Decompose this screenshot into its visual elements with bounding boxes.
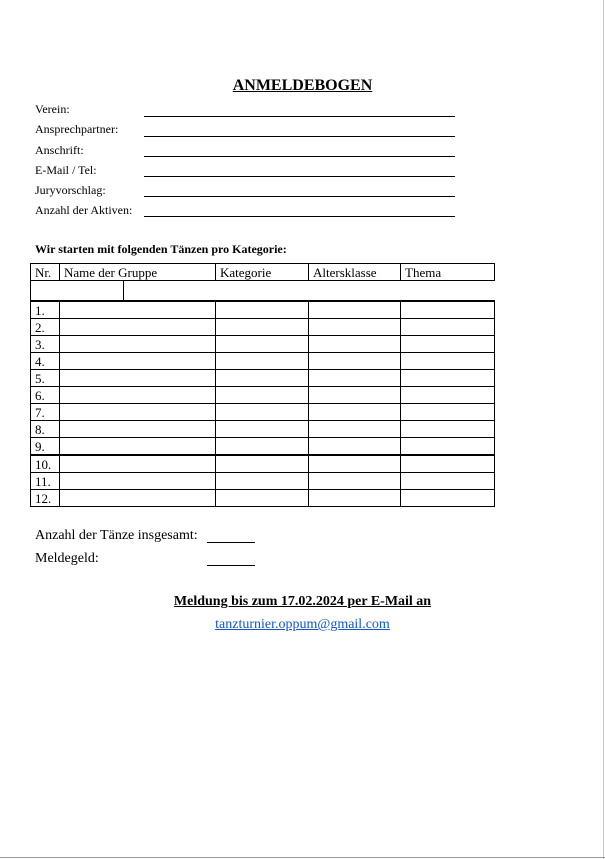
name-cell[interactable] — [60, 301, 216, 319]
thema-cell[interactable] — [401, 370, 495, 387]
name-cell[interactable] — [60, 438, 216, 456]
table-row — [31, 404, 495, 421]
altersklasse-cell[interactable] — [309, 473, 401, 490]
field-label-juryvorschlag: Juryvorschlag: — [35, 183, 106, 197]
field-line-anschrift[interactable] — [144, 156, 455, 157]
row-number: 2. — [31, 319, 60, 336]
thema-cell[interactable] — [401, 336, 495, 353]
row-number: 5. — [31, 370, 60, 387]
kategorie-cell[interactable] — [216, 473, 309, 490]
table-intro: Wir starten mit folgenden Tänzen pro Kategorie: — [35, 242, 287, 256]
thema-cell[interactable] — [401, 490, 495, 507]
table-row — [31, 319, 495, 336]
name-cell[interactable] — [60, 455, 216, 473]
email-link[interactable]: tanzturnier.oppum@gmail.com — [215, 617, 390, 632]
kategorie-cell[interactable] — [216, 301, 309, 319]
row-number: 6. — [31, 387, 60, 404]
thema-cell[interactable] — [401, 455, 495, 473]
field-line-anzahl-aktiven[interactable] — [144, 216, 455, 217]
table-row — [31, 473, 495, 490]
field-label-ansprechpartner: Ansprechpartner: — [35, 122, 119, 136]
row-number: 11. — [31, 473, 60, 490]
thema-cell[interactable] — [401, 319, 495, 336]
header-nr: Nr. — [31, 264, 60, 281]
thema-cell[interactable] — [401, 353, 495, 370]
header-altersklasse: Altersklasse — [309, 264, 401, 281]
table-row — [31, 438, 495, 456]
table-row — [31, 301, 495, 319]
thema-cell[interactable] — [401, 473, 495, 490]
altersklasse-cell[interactable] — [309, 438, 401, 456]
fee-blank[interactable] — [207, 565, 255, 566]
altersklasse-cell[interactable] — [309, 301, 401, 319]
thema-cell[interactable] — [401, 387, 495, 404]
row-number: 4. — [31, 353, 60, 370]
name-cell[interactable] — [60, 370, 216, 387]
dance-table — [30, 263, 495, 507]
field-label-email-tel: E-Mail / Tel: — [35, 163, 97, 177]
kategorie-cell[interactable] — [216, 404, 309, 421]
name-cell[interactable] — [60, 319, 216, 336]
total-dances-blank[interactable] — [207, 542, 255, 543]
name-cell[interactable] — [60, 473, 216, 490]
header-thema: Thema — [401, 264, 495, 281]
row-number: 7. — [31, 404, 60, 421]
name-cell[interactable] — [60, 404, 216, 421]
name-cell[interactable] — [60, 336, 216, 353]
name-cell[interactable] — [60, 490, 216, 507]
page-edge — [603, 0, 604, 859]
name-cell[interactable] — [60, 353, 216, 370]
row-number: 1. — [31, 301, 60, 319]
thema-cell[interactable] — [401, 301, 495, 319]
table-row — [31, 387, 495, 404]
kategorie-cell[interactable] — [216, 455, 309, 473]
form-title: ANMELDEBOGEN — [232, 77, 373, 94]
fee-label: Meldegeld: — [35, 551, 99, 566]
field-line-ansprechpartner[interactable] — [144, 136, 455, 137]
row-number: 8. — [31, 421, 60, 438]
altersklasse-cell[interactable] — [309, 490, 401, 507]
field-label-anschrift: Anschrift: — [35, 143, 84, 157]
altersklasse-cell[interactable] — [309, 387, 401, 404]
kategorie-cell[interactable] — [216, 387, 309, 404]
kategorie-cell[interactable] — [216, 421, 309, 438]
table-row — [31, 336, 495, 353]
spacer-cell — [31, 281, 216, 302]
name-cell[interactable] — [60, 387, 216, 404]
altersklasse-cell[interactable] — [309, 421, 401, 438]
header-name: Name der Gruppe — [60, 264, 216, 281]
altersklasse-cell[interactable] — [309, 319, 401, 336]
field-line-email-tel[interactable] — [144, 176, 455, 177]
row-number: 3. — [31, 336, 60, 353]
table-row — [31, 370, 495, 387]
field-label-verein: Verein: — [35, 102, 70, 116]
altersklasse-cell[interactable] — [309, 336, 401, 353]
table-row — [31, 421, 495, 438]
row-number: 9. — [31, 438, 60, 456]
altersklasse-cell[interactable] — [309, 455, 401, 473]
table-header-row — [31, 264, 495, 281]
kategorie-cell[interactable] — [216, 370, 309, 387]
total-dances-label: Anzahl der Tänze insgesamt: — [35, 528, 198, 543]
altersklasse-cell[interactable] — [309, 370, 401, 387]
altersklasse-cell[interactable] — [309, 353, 401, 370]
header-kategorie: Kategorie — [216, 264, 309, 281]
page-edge — [0, 857, 605, 858]
kategorie-cell[interactable] — [216, 490, 309, 507]
field-line-juryvorschlag[interactable] — [144, 196, 455, 197]
kategorie-cell[interactable] — [216, 336, 309, 353]
field-label-anzahl-aktiven: Anzahl der Aktiven: — [35, 203, 133, 217]
spacer-cell — [216, 281, 495, 302]
kategorie-cell[interactable] — [216, 353, 309, 370]
kategorie-cell[interactable] — [216, 438, 309, 456]
deadline-notice: Meldung bis zum 17.02.2024 per E-Mail an — [173, 594, 432, 609]
table-row — [31, 490, 495, 507]
table-spacer-row — [31, 281, 495, 302]
thema-cell[interactable] — [401, 421, 495, 438]
altersklasse-cell[interactable] — [309, 404, 401, 421]
name-cell[interactable] — [60, 421, 216, 438]
kategorie-cell[interactable] — [216, 319, 309, 336]
row-number: 10. — [31, 455, 60, 473]
thema-cell[interactable] — [401, 438, 495, 456]
thema-cell[interactable] — [401, 404, 495, 421]
row-number: 12. — [31, 490, 60, 507]
table-row — [31, 455, 495, 473]
table-row — [31, 353, 495, 370]
field-line-verein[interactable] — [144, 116, 455, 117]
